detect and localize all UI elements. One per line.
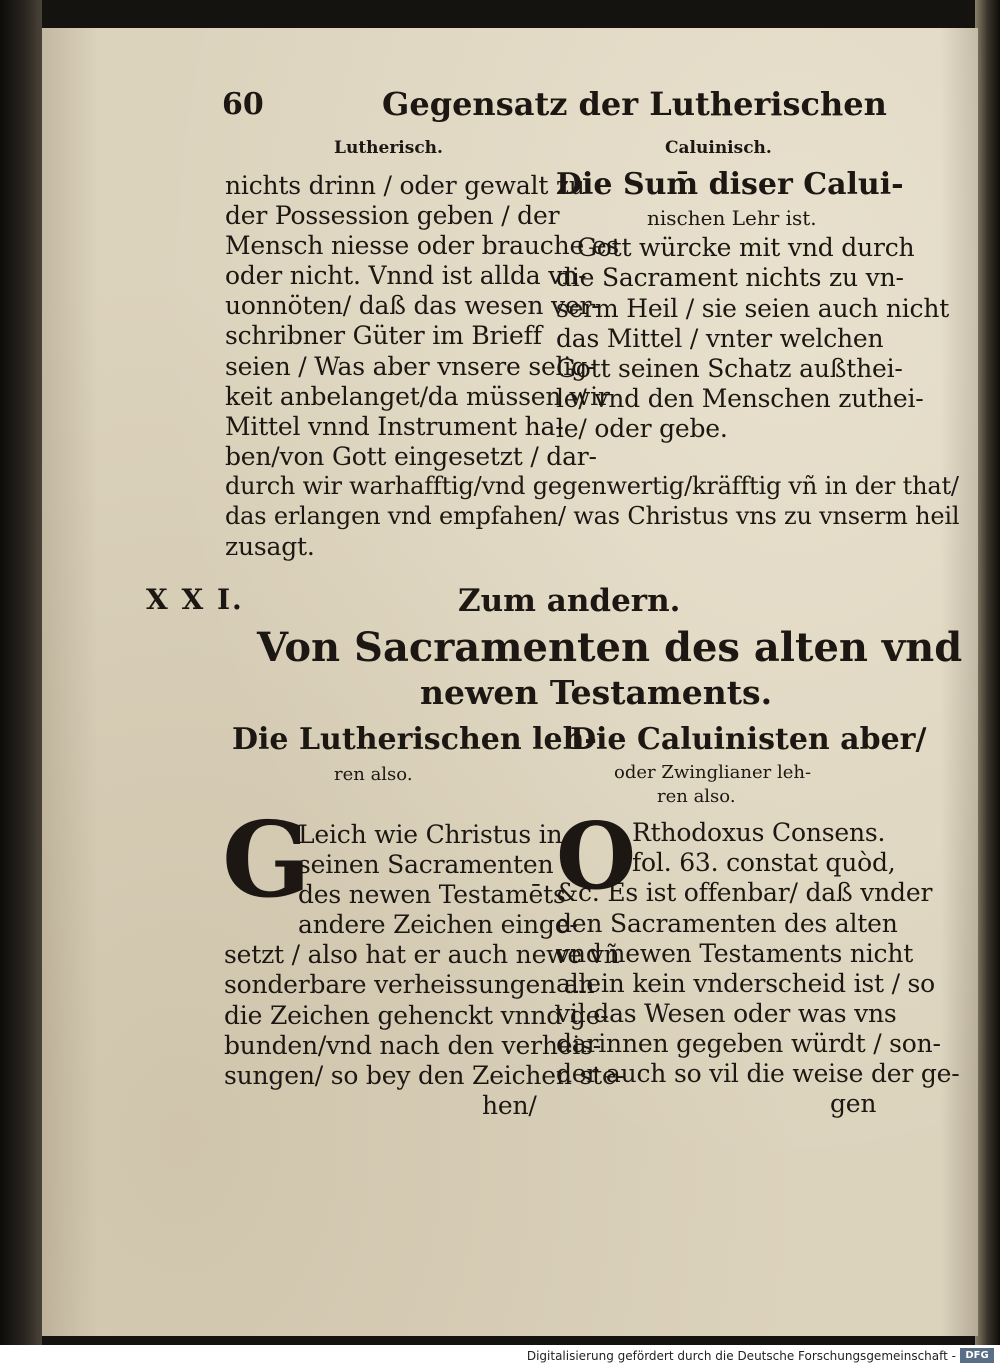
text-line: die Sacrament nichts zu vn-	[556, 263, 904, 292]
chapter-number: X X I.	[146, 583, 244, 616]
text-line: serm Heil / sie seien auch nicht	[556, 294, 950, 323]
text-line: sonderbare verheissungen an	[224, 970, 595, 999]
text-line: Leich wie Christus in	[298, 820, 563, 849]
text-line: allein kein vnderscheid ist / so	[556, 969, 936, 998]
text-line: vil das Wesen oder was vns	[556, 999, 897, 1028]
text-line: zusagt.	[225, 532, 315, 561]
column-label-right: Caluinisch.	[665, 138, 772, 158]
text-line: Rthodoxus Consens.	[632, 818, 886, 847]
text-line: seinen Sacramenten	[298, 850, 554, 879]
text-line: ben/von Gott eingesetzt / dar-	[225, 442, 597, 471]
book-binding-edge	[0, 0, 42, 1345]
text-line: oder nicht. Vnnd ist allda vn-	[225, 261, 587, 290]
section-title-line1: Von Sacramenten des alten vnd	[257, 624, 963, 671]
digitization-footer	[0, 1345, 1000, 1367]
text-line: fol. 63. constat quòd,	[632, 848, 896, 877]
text-line: durch wir warhafftig/vnd gegenwertig/kräfftig vñ in der that/	[225, 472, 959, 500]
text-line: das Mittel / vnter welchen	[556, 324, 884, 353]
column-heading: Die Sum̄ diser Calui-	[556, 167, 904, 202]
text-line: vnd newen Testaments nicht	[556, 939, 914, 968]
text-line: Gott würcke mit vnd durch	[577, 233, 915, 262]
dfg-logo: DFG	[960, 1348, 994, 1363]
page-number: 60	[222, 87, 264, 122]
text-line: hen/	[482, 1091, 537, 1120]
text-line: die Zeichen gehenckt vnnd ge-	[224, 1001, 609, 1030]
text-line: der auch so vil die weise der ge-	[556, 1059, 960, 1088]
text-line: Mittel vnnd Instrument ha-	[225, 412, 564, 441]
text-line: seien / Was aber vnsere selig-	[225, 352, 596, 381]
text-line: keit anbelanget/da müssen wir	[225, 382, 610, 411]
running-title: Gegensatz der Lutherischen	[382, 85, 887, 123]
text-line: sungen/ so bey den Zeichen ste-	[224, 1061, 625, 1090]
text-line: Mensch niesse oder brauche es	[225, 231, 620, 260]
right-column-heading-sub: ren also.	[657, 786, 736, 807]
text-line: le/ oder gebe.	[556, 414, 728, 443]
column-label-left: Lutherisch.	[334, 138, 443, 158]
text-line: darinnen gegeben würdt / son-	[556, 1029, 941, 1058]
text-line: der Possession geben / der	[225, 201, 560, 230]
text-line: Gott seinen Schatz außthei-	[556, 354, 903, 383]
text-line: le/ vnd den Menschen zuthei-	[556, 384, 924, 413]
column-heading-sub: nischen Lehr ist.	[647, 206, 817, 230]
text-line: uonnöten/ daß das wesen ver-	[225, 291, 600, 320]
text-line: &c. Es ist offenbar/ daß vnder	[556, 878, 933, 907]
left-column-heading-sub: ren also.	[334, 764, 413, 785]
book-page	[42, 28, 978, 1336]
text-line: schribner Güter im Brieff	[225, 321, 542, 350]
page-stack-edge	[975, 0, 1000, 1345]
text-line: nichts drinn / oder gewalt zu	[225, 171, 585, 200]
text-line: des newen Testamēts	[298, 880, 566, 909]
section-title-line2: newen Testaments.	[420, 673, 773, 712]
right-column-heading: Die Caluinisten aber/	[570, 722, 927, 757]
drop-cap-initial: O	[556, 802, 637, 910]
text-line: das erlangen vnd empfahen/ was Christus vns zu vnserm heil	[225, 502, 960, 530]
text-line: gen	[830, 1089, 877, 1118]
text-line: setzt / also hat er auch newe vñ	[224, 940, 620, 969]
drop-cap-initial: G	[222, 798, 311, 921]
text-line: bunden/vnd nach den verheis-	[224, 1031, 602, 1060]
right-column-heading-sub: oder Zwinglianer leh-	[614, 762, 812, 783]
funding-credit: Digitalisierung gefördert durch die Deutsche Forschungsgemeinschaft -	[526, 1349, 956, 1363]
text-line: den Sacramenten des alten	[556, 909, 898, 938]
left-column-heading: Die Lutherischen leh-	[232, 722, 597, 757]
text-line: andere Zeichen einge-	[298, 910, 578, 939]
section-subtitle: Zum andern.	[458, 583, 681, 619]
